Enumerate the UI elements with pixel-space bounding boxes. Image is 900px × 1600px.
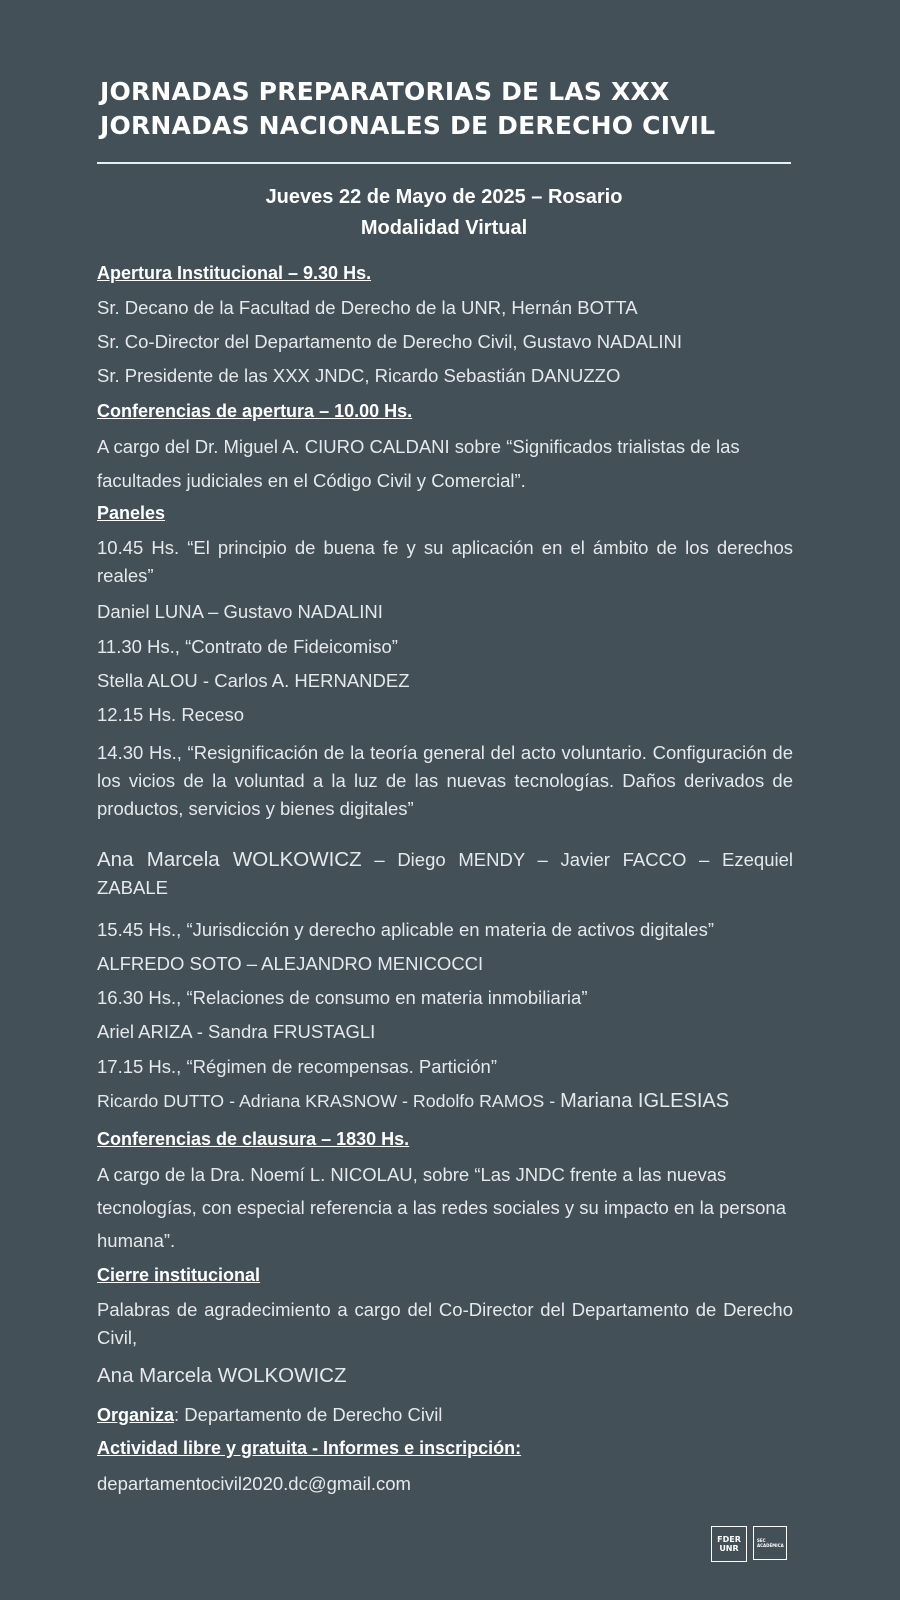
panel-3-main-speaker: Ana Marcela WOLKOWICZ — [97, 848, 362, 871]
apertura-line-3: Sr. Presidente de las XXX JNDC, Ricardo Sebastián DANUZZO — [97, 365, 621, 386]
panel-5-speakers: Ariel ARIZA - Sandra FRUSTAGLI — [97, 1021, 376, 1042]
cierre-name: Ana Marcela WOLKOWICZ — [97, 1364, 347, 1387]
sec-logo-line-2: ACADÉMICA — [757, 1543, 784, 1548]
organiza-label: Organiza — [97, 1405, 175, 1425]
apertura-line-1: Sr. Decano de la Facultad de Derecho de la UNR, Hernán BOTTA — [97, 297, 638, 318]
fder-unr-logo — [711, 1526, 747, 1562]
panel-6-speakers — [97, 1090, 793, 1113]
panel-2-title: 11.30 Hs., “Contrato de Fideicomiso” — [97, 636, 398, 657]
fder-logo-line-1: FDER — [717, 1535, 741, 1544]
sec-academica-logo — [753, 1526, 787, 1560]
panel-6-speaker-list: Ricardo DUTTO - Adriana KRASNOW - Rodolfo RAMOS - — [97, 1091, 561, 1111]
panel-3-speakers — [97, 846, 793, 902]
conferencia-clausura-heading: Conferencias de clausura – 1830 Hs. — [97, 1129, 410, 1149]
conferencia-apertura-heading: Conferencias de apertura – 10.00 Hs. — [97, 401, 413, 421]
cierre-heading: Cierre institucional — [97, 1265, 261, 1285]
panel-4-speakers: ALFREDO SOTO – ALEJANDRO MENICOCCI — [97, 953, 484, 974]
logos — [711, 1526, 787, 1562]
break-item: 12.15 Hs. Receso — [97, 704, 245, 725]
organiza-line — [97, 1404, 793, 1426]
event-date: Jueves 22 de Mayo de 2025 – Rosario — [265, 186, 623, 208]
actividad-heading: Actividad libre y gratuita - Informes e inscripción: — [97, 1438, 522, 1458]
panel-1-title: 10.45 Hs. “El principio de buena fe y su aplicación en el ámbito de los derechos reales” — [97, 537, 793, 586]
cierre-text: Palabras de agradecimiento a cargo del Co-Director del Departamento de Derecho Civil, — [97, 1299, 793, 1348]
apertura-line-2: Sr. Co-Director del Departamento de Derecho Civil, Gustavo NADALINI — [97, 331, 683, 352]
panel-1-speakers: Daniel LUNA – Gustavo NADALINI — [97, 601, 383, 622]
page-title — [100, 75, 800, 143]
panel-2-speakers: Stella ALOU - Carlos A. HERNANDEZ — [97, 670, 410, 691]
title-divider — [97, 162, 791, 164]
panel-3-other-speakers: – Diego MENDY – Javier FACCO – Ezequiel ZABALE — [97, 849, 793, 898]
paneles-heading: Paneles — [97, 503, 166, 523]
panel-6-title: 17.15 Hs., “Régimen de recompensas. Partición” — [97, 1056, 497, 1077]
panel-4-title: 15.45 Hs., “Jurisdicción y derecho aplicable en materia de activos digitales” — [97, 919, 714, 940]
contact-email[interactable]: departamentocivil2020.dc@gmail.com — [97, 1473, 411, 1494]
panel-3-title: 14.30 Hs., “Resignificación de la teoría general del acto voluntario. Configuración de los vicios de la voluntad a la luz de las nuevas tecnologías. Daños derivados de productos, servicios y bienes digitales” — [97, 742, 793, 819]
panel-6-last-speaker: Mariana IGLESIAS — [560, 1090, 730, 1112]
conferencia-clausura-text: A cargo de la Dra. Noemí L. NICOLAU, sobre “Las JNDC frente a las nuevas tecnologías, con especial referencia a las redes sociales y su impacto en la persona humana”. — [97, 1164, 786, 1251]
apertura-heading: Apertura Institucional – 9.30 Hs. — [97, 263, 372, 283]
fder-logo-line-2: UNR — [719, 1544, 739, 1553]
panel-5-title: 16.30 Hs., “Relaciones de consumo en materia inmobiliaria” — [97, 987, 588, 1008]
title-line-1: JORNADAS PREPARATORIAS DE LAS XXX — [100, 77, 670, 106]
title-line-2: JORNADAS NACIONALES DE DERECHO CIVIL — [100, 111, 716, 140]
event-modality: Modalidad Virtual — [360, 217, 528, 239]
conferencia-apertura-text: A cargo del Dr. Miguel A. CIURO CALDANI sobre “Significados trialistas de las facultades judiciales en el Código Civil y Comercial”. — [97, 436, 740, 491]
sec-logo-line-1: SEC — [757, 1538, 766, 1543]
organiza-value: : Departamento de Derecho Civil — [174, 1404, 443, 1425]
